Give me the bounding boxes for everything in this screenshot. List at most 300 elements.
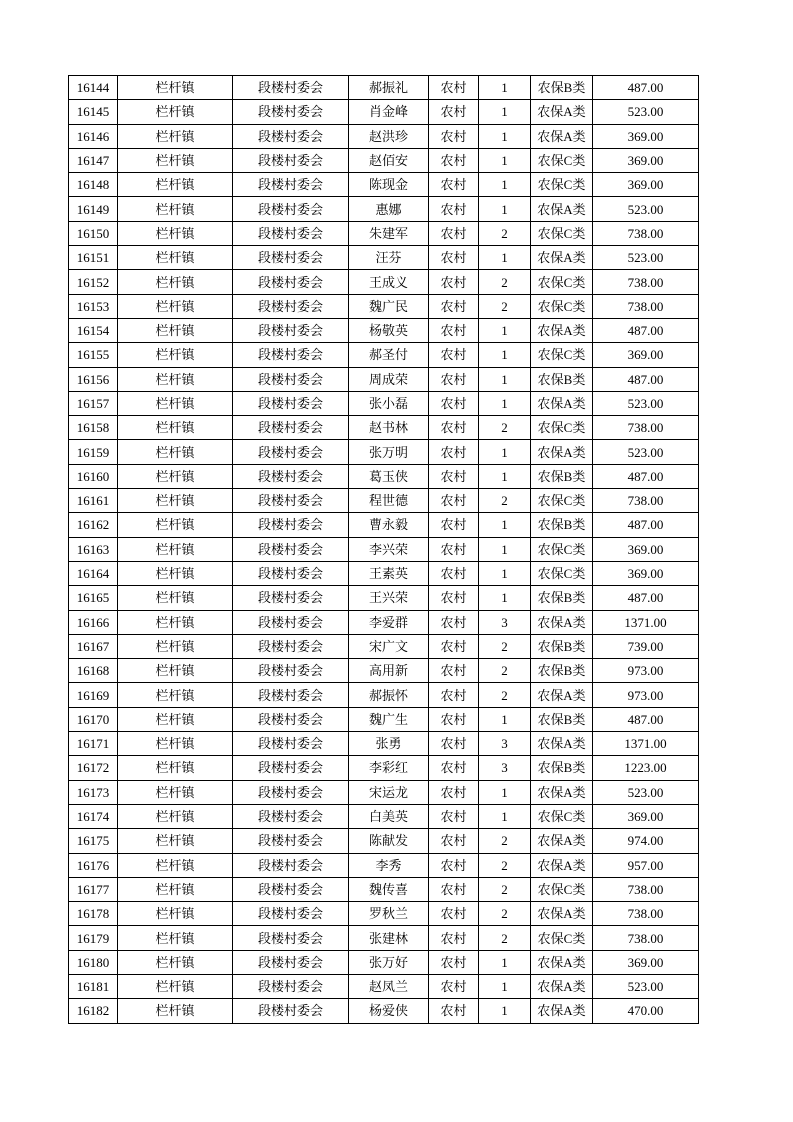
cell-amount: 487.00 xyxy=(593,76,699,100)
cell-town: 栏杆镇 xyxy=(118,440,233,464)
cell-insurance-class: 农保A类 xyxy=(531,391,593,415)
cell-insurance-class: 农保C类 xyxy=(531,561,593,585)
cell-amount: 738.00 xyxy=(593,877,699,901)
cell-insurance-class: 农保C类 xyxy=(531,489,593,513)
cell-person-count: 1 xyxy=(479,343,531,367)
table-row xyxy=(69,391,699,415)
cell-person-name: 赵洪珍 xyxy=(349,124,429,148)
cell-insurance-class: 农保B类 xyxy=(531,756,593,780)
cell-village-committee: 段楼村委会 xyxy=(233,440,349,464)
cell-residence-type: 农村 xyxy=(429,974,479,998)
cell-insurance-class: 农保A类 xyxy=(531,999,593,1023)
cell-town: 栏杆镇 xyxy=(118,100,233,124)
table-row xyxy=(69,974,699,998)
cell-amount: 738.00 xyxy=(593,489,699,513)
cell-residence-type: 农村 xyxy=(429,999,479,1023)
cell-person-name: 张小磊 xyxy=(349,391,429,415)
cell-person-name: 罗秋兰 xyxy=(349,902,429,926)
cell-person-count: 2 xyxy=(479,853,531,877)
cell-residence-type: 农村 xyxy=(429,440,479,464)
cell-village-committee: 段楼村委会 xyxy=(233,853,349,877)
cell-person-name: 张建林 xyxy=(349,926,429,950)
cell-person-name: 肖金峰 xyxy=(349,100,429,124)
cell-seq-number: 16162 xyxy=(69,513,118,537)
cell-person-name: 赵佰安 xyxy=(349,148,429,172)
cell-insurance-class: 农保B类 xyxy=(531,707,593,731)
cell-person-name: 陈献发 xyxy=(349,829,429,853)
table-row xyxy=(69,367,699,391)
cell-seq-number: 16163 xyxy=(69,537,118,561)
cell-insurance-class: 农保A类 xyxy=(531,902,593,926)
cell-person-name: 杨敬英 xyxy=(349,318,429,342)
cell-person-count: 2 xyxy=(479,829,531,853)
cell-village-committee: 段楼村委会 xyxy=(233,999,349,1023)
cell-amount: 487.00 xyxy=(593,586,699,610)
cell-residence-type: 农村 xyxy=(429,829,479,853)
cell-residence-type: 农村 xyxy=(429,707,479,731)
cell-town: 栏杆镇 xyxy=(118,173,233,197)
table-row xyxy=(69,416,699,440)
table-row xyxy=(69,124,699,148)
table-row xyxy=(69,950,699,974)
cell-insurance-class: 农保A类 xyxy=(531,780,593,804)
cell-residence-type: 农村 xyxy=(429,391,479,415)
cell-person-name: 张万好 xyxy=(349,950,429,974)
cell-person-name: 王素英 xyxy=(349,561,429,585)
cell-amount: 369.00 xyxy=(593,537,699,561)
cell-person-name: 李兴荣 xyxy=(349,537,429,561)
cell-village-committee: 段楼村委会 xyxy=(233,343,349,367)
cell-amount: 369.00 xyxy=(593,148,699,172)
cell-town: 栏杆镇 xyxy=(118,804,233,828)
cell-residence-type: 农村 xyxy=(429,173,479,197)
cell-residence-type: 农村 xyxy=(429,148,479,172)
cell-person-count: 1 xyxy=(479,974,531,998)
table-row xyxy=(69,634,699,658)
cell-seq-number: 16167 xyxy=(69,634,118,658)
cell-insurance-class: 农保C类 xyxy=(531,173,593,197)
cell-person-name: 张万明 xyxy=(349,440,429,464)
cell-town: 栏杆镇 xyxy=(118,683,233,707)
cell-village-committee: 段楼村委会 xyxy=(233,537,349,561)
cell-residence-type: 农村 xyxy=(429,877,479,901)
cell-insurance-class: 农保A类 xyxy=(531,100,593,124)
cell-seq-number: 16154 xyxy=(69,318,118,342)
cell-person-count: 2 xyxy=(479,270,531,294)
cell-insurance-class: 农保C类 xyxy=(531,294,593,318)
cell-village-committee: 段楼村委会 xyxy=(233,124,349,148)
cell-person-name: 郝振怀 xyxy=(349,683,429,707)
cell-amount: 1371.00 xyxy=(593,610,699,634)
cell-amount: 470.00 xyxy=(593,999,699,1023)
cell-insurance-class: 农保C类 xyxy=(531,343,593,367)
cell-person-name: 宋广文 xyxy=(349,634,429,658)
cell-town: 栏杆镇 xyxy=(118,391,233,415)
cell-amount: 487.00 xyxy=(593,318,699,342)
cell-insurance-class: 农保C类 xyxy=(531,926,593,950)
cell-residence-type: 农村 xyxy=(429,780,479,804)
cell-town: 栏杆镇 xyxy=(118,610,233,634)
cell-seq-number: 16151 xyxy=(69,246,118,270)
cell-residence-type: 农村 xyxy=(429,902,479,926)
cell-residence-type: 农村 xyxy=(429,659,479,683)
cell-amount: 369.00 xyxy=(593,124,699,148)
cell-amount: 523.00 xyxy=(593,780,699,804)
cell-town: 栏杆镇 xyxy=(118,246,233,270)
cell-person-count: 2 xyxy=(479,659,531,683)
cell-insurance-class: 农保A类 xyxy=(531,974,593,998)
cell-town: 栏杆镇 xyxy=(118,221,233,245)
cell-person-name: 李爱群 xyxy=(349,610,429,634)
table-row xyxy=(69,148,699,172)
cell-residence-type: 农村 xyxy=(429,318,479,342)
cell-village-committee: 段楼村委会 xyxy=(233,732,349,756)
cell-seq-number: 16182 xyxy=(69,999,118,1023)
cell-amount: 369.00 xyxy=(593,561,699,585)
table-row xyxy=(69,100,699,124)
table-row xyxy=(69,489,699,513)
cell-seq-number: 16168 xyxy=(69,659,118,683)
table-row xyxy=(69,610,699,634)
cell-residence-type: 农村 xyxy=(429,464,479,488)
cell-town: 栏杆镇 xyxy=(118,829,233,853)
cell-person-name: 周成荣 xyxy=(349,367,429,391)
cell-town: 栏杆镇 xyxy=(118,367,233,391)
cell-residence-type: 农村 xyxy=(429,756,479,780)
cell-town: 栏杆镇 xyxy=(118,513,233,537)
cell-person-count: 1 xyxy=(479,100,531,124)
cell-amount: 738.00 xyxy=(593,902,699,926)
cell-residence-type: 农村 xyxy=(429,513,479,537)
cell-person-name: 赵书林 xyxy=(349,416,429,440)
cell-amount: 369.00 xyxy=(593,950,699,974)
table-row xyxy=(69,221,699,245)
cell-seq-number: 16158 xyxy=(69,416,118,440)
cell-village-committee: 段楼村委会 xyxy=(233,926,349,950)
cell-person-name: 汪芬 xyxy=(349,246,429,270)
cell-insurance-class: 农保A类 xyxy=(531,440,593,464)
cell-village-committee: 段楼村委会 xyxy=(233,270,349,294)
cell-insurance-class: 农保A类 xyxy=(531,829,593,853)
cell-person-name: 郝振礼 xyxy=(349,76,429,100)
cell-village-committee: 段楼村委会 xyxy=(233,950,349,974)
cell-person-count: 2 xyxy=(479,221,531,245)
cell-town: 栏杆镇 xyxy=(118,586,233,610)
cell-village-committee: 段楼村委会 xyxy=(233,246,349,270)
cell-person-name: 张勇 xyxy=(349,732,429,756)
cell-person-count: 1 xyxy=(479,950,531,974)
cell-person-name: 李彩红 xyxy=(349,756,429,780)
cell-residence-type: 农村 xyxy=(429,732,479,756)
cell-insurance-class: 农保B类 xyxy=(531,367,593,391)
table-row xyxy=(69,561,699,585)
cell-person-name: 葛玉侠 xyxy=(349,464,429,488)
cell-person-count: 1 xyxy=(479,513,531,537)
table-row xyxy=(69,537,699,561)
cell-person-count: 1 xyxy=(479,76,531,100)
cell-town: 栏杆镇 xyxy=(118,853,233,877)
cell-insurance-class: 农保A类 xyxy=(531,950,593,974)
cell-person-name: 宋运龙 xyxy=(349,780,429,804)
cell-insurance-class: 农保B类 xyxy=(531,76,593,100)
cell-village-committee: 段楼村委会 xyxy=(233,318,349,342)
cell-village-committee: 段楼村委会 xyxy=(233,877,349,901)
cell-residence-type: 农村 xyxy=(429,221,479,245)
table-row xyxy=(69,732,699,756)
table-body xyxy=(69,76,699,1024)
cell-insurance-class: 农保A类 xyxy=(531,318,593,342)
cell-town: 栏杆镇 xyxy=(118,877,233,901)
cell-amount: 487.00 xyxy=(593,464,699,488)
cell-amount: 523.00 xyxy=(593,197,699,221)
cell-person-name: 惠娜 xyxy=(349,197,429,221)
cell-person-count: 1 xyxy=(479,124,531,148)
cell-person-count: 1 xyxy=(479,440,531,464)
table-row xyxy=(69,829,699,853)
cell-person-count: 1 xyxy=(479,367,531,391)
table-row xyxy=(69,513,699,537)
cell-village-committee: 段楼村委会 xyxy=(233,100,349,124)
cell-amount: 523.00 xyxy=(593,391,699,415)
cell-residence-type: 农村 xyxy=(429,853,479,877)
cell-town: 栏杆镇 xyxy=(118,318,233,342)
cell-person-name: 高用新 xyxy=(349,659,429,683)
table-row xyxy=(69,877,699,901)
cell-village-committee: 段楼村委会 xyxy=(233,780,349,804)
cell-seq-number: 16161 xyxy=(69,489,118,513)
cell-town: 栏杆镇 xyxy=(118,756,233,780)
cell-amount: 1371.00 xyxy=(593,732,699,756)
cell-residence-type: 农村 xyxy=(429,926,479,950)
cell-village-committee: 段楼村委会 xyxy=(233,974,349,998)
table-row xyxy=(69,343,699,367)
cell-seq-number: 16147 xyxy=(69,148,118,172)
cell-person-count: 1 xyxy=(479,148,531,172)
cell-seq-number: 16152 xyxy=(69,270,118,294)
cell-insurance-class: 农保B类 xyxy=(531,634,593,658)
cell-village-committee: 段楼村委会 xyxy=(233,76,349,100)
table-row xyxy=(69,756,699,780)
table-row xyxy=(69,659,699,683)
table-row xyxy=(69,683,699,707)
cell-residence-type: 农村 xyxy=(429,537,479,561)
cell-insurance-class: 农保C类 xyxy=(531,270,593,294)
cell-residence-type: 农村 xyxy=(429,197,479,221)
cell-amount: 369.00 xyxy=(593,804,699,828)
cell-person-count: 1 xyxy=(479,173,531,197)
cell-town: 栏杆镇 xyxy=(118,537,233,561)
cell-person-count: 2 xyxy=(479,926,531,950)
cell-amount: 1223.00 xyxy=(593,756,699,780)
cell-town: 栏杆镇 xyxy=(118,707,233,731)
cell-town: 栏杆镇 xyxy=(118,561,233,585)
cell-town: 栏杆镇 xyxy=(118,950,233,974)
cell-insurance-class: 农保C类 xyxy=(531,221,593,245)
cell-seq-number: 16153 xyxy=(69,294,118,318)
cell-village-committee: 段楼村委会 xyxy=(233,659,349,683)
cell-seq-number: 16181 xyxy=(69,974,118,998)
cell-person-count: 1 xyxy=(479,537,531,561)
cell-residence-type: 农村 xyxy=(429,343,479,367)
cell-seq-number: 16155 xyxy=(69,343,118,367)
cell-seq-number: 16178 xyxy=(69,902,118,926)
cell-amount: 738.00 xyxy=(593,926,699,950)
cell-seq-number: 16148 xyxy=(69,173,118,197)
cell-village-committee: 段楼村委会 xyxy=(233,634,349,658)
cell-town: 栏杆镇 xyxy=(118,902,233,926)
cell-insurance-class: 农保A类 xyxy=(531,197,593,221)
cell-amount: 523.00 xyxy=(593,246,699,270)
cell-town: 栏杆镇 xyxy=(118,270,233,294)
cell-insurance-class: 农保A类 xyxy=(531,124,593,148)
cell-residence-type: 农村 xyxy=(429,76,479,100)
cell-person-count: 1 xyxy=(479,318,531,342)
cell-residence-type: 农村 xyxy=(429,246,479,270)
cell-town: 栏杆镇 xyxy=(118,926,233,950)
cell-seq-number: 16180 xyxy=(69,950,118,974)
cell-village-committee: 段楼村委会 xyxy=(233,610,349,634)
cell-village-committee: 段楼村委会 xyxy=(233,391,349,415)
cell-town: 栏杆镇 xyxy=(118,732,233,756)
cell-village-committee: 段楼村委会 xyxy=(233,148,349,172)
cell-insurance-class: 农保A类 xyxy=(531,853,593,877)
cell-person-name: 魏传喜 xyxy=(349,877,429,901)
cell-insurance-class: 农保C类 xyxy=(531,148,593,172)
cell-town: 栏杆镇 xyxy=(118,999,233,1023)
cell-seq-number: 16169 xyxy=(69,683,118,707)
cell-seq-number: 16165 xyxy=(69,586,118,610)
cell-residence-type: 农村 xyxy=(429,270,479,294)
cell-village-committee: 段楼村委会 xyxy=(233,221,349,245)
cell-insurance-class: 农保C类 xyxy=(531,804,593,828)
cell-person-name: 王成义 xyxy=(349,270,429,294)
cell-village-committee: 段楼村委会 xyxy=(233,829,349,853)
cell-seq-number: 16157 xyxy=(69,391,118,415)
cell-residence-type: 农村 xyxy=(429,124,479,148)
cell-residence-type: 农村 xyxy=(429,294,479,318)
cell-amount: 523.00 xyxy=(593,974,699,998)
cell-amount: 973.00 xyxy=(593,683,699,707)
table-row xyxy=(69,586,699,610)
table-row xyxy=(69,246,699,270)
cell-seq-number: 16176 xyxy=(69,853,118,877)
cell-residence-type: 农村 xyxy=(429,586,479,610)
cell-person-count: 2 xyxy=(479,877,531,901)
cell-village-committee: 段楼村委会 xyxy=(233,707,349,731)
cell-person-count: 1 xyxy=(479,586,531,610)
table-row xyxy=(69,707,699,731)
cell-seq-number: 16171 xyxy=(69,732,118,756)
cell-town: 栏杆镇 xyxy=(118,294,233,318)
table-row xyxy=(69,780,699,804)
cell-village-committee: 段楼村委会 xyxy=(233,902,349,926)
cell-seq-number: 16173 xyxy=(69,780,118,804)
cell-person-name: 王兴荣 xyxy=(349,586,429,610)
cell-insurance-class: 农保B类 xyxy=(531,513,593,537)
cell-seq-number: 16144 xyxy=(69,76,118,100)
table-row xyxy=(69,318,699,342)
cell-person-count: 3 xyxy=(479,732,531,756)
cell-amount: 523.00 xyxy=(593,100,699,124)
table-row xyxy=(69,173,699,197)
cell-amount: 369.00 xyxy=(593,173,699,197)
cell-amount: 738.00 xyxy=(593,270,699,294)
cell-amount: 523.00 xyxy=(593,440,699,464)
cell-amount: 487.00 xyxy=(593,707,699,731)
cell-town: 栏杆镇 xyxy=(118,197,233,221)
cell-person-name: 曹永毅 xyxy=(349,513,429,537)
table-row xyxy=(69,464,699,488)
cell-village-committee: 段楼村委会 xyxy=(233,756,349,780)
cell-insurance-class: 农保B类 xyxy=(531,659,593,683)
cell-person-count: 1 xyxy=(479,780,531,804)
cell-insurance-class: 农保B类 xyxy=(531,464,593,488)
cell-seq-number: 16166 xyxy=(69,610,118,634)
cell-village-committee: 段楼村委会 xyxy=(233,489,349,513)
table-row xyxy=(69,999,699,1023)
cell-residence-type: 农村 xyxy=(429,561,479,585)
cell-town: 栏杆镇 xyxy=(118,780,233,804)
cell-village-committee: 段楼村委会 xyxy=(233,804,349,828)
cell-seq-number: 16164 xyxy=(69,561,118,585)
cell-person-count: 1 xyxy=(479,804,531,828)
cell-residence-type: 农村 xyxy=(429,634,479,658)
cell-town: 栏杆镇 xyxy=(118,974,233,998)
cell-seq-number: 16174 xyxy=(69,804,118,828)
cell-amount: 738.00 xyxy=(593,221,699,245)
cell-person-name: 赵凤兰 xyxy=(349,974,429,998)
cell-village-committee: 段楼村委会 xyxy=(233,561,349,585)
cell-village-committee: 段楼村委会 xyxy=(233,683,349,707)
cell-insurance-class: 农保A类 xyxy=(531,610,593,634)
cell-amount: 973.00 xyxy=(593,659,699,683)
cell-town: 栏杆镇 xyxy=(118,148,233,172)
cell-village-committee: 段楼村委会 xyxy=(233,197,349,221)
table-row xyxy=(69,804,699,828)
table-row xyxy=(69,197,699,221)
cell-person-count: 1 xyxy=(479,464,531,488)
cell-person-name: 朱建军 xyxy=(349,221,429,245)
cell-seq-number: 16156 xyxy=(69,367,118,391)
cell-person-count: 1 xyxy=(479,197,531,221)
cell-amount: 957.00 xyxy=(593,853,699,877)
cell-seq-number: 16146 xyxy=(69,124,118,148)
cell-residence-type: 农村 xyxy=(429,100,479,124)
cell-town: 栏杆镇 xyxy=(118,124,233,148)
cell-amount: 739.00 xyxy=(593,634,699,658)
table-row xyxy=(69,902,699,926)
cell-amount: 487.00 xyxy=(593,513,699,537)
cell-insurance-class: 农保C类 xyxy=(531,877,593,901)
cell-village-committee: 段楼村委会 xyxy=(233,513,349,537)
cell-person-count: 1 xyxy=(479,391,531,415)
cell-person-name: 魏广民 xyxy=(349,294,429,318)
cell-person-count: 1 xyxy=(479,999,531,1023)
table-row xyxy=(69,76,699,100)
cell-seq-number: 16160 xyxy=(69,464,118,488)
cell-village-committee: 段楼村委会 xyxy=(233,173,349,197)
cell-insurance-class: 农保A类 xyxy=(531,246,593,270)
cell-residence-type: 农村 xyxy=(429,610,479,634)
cell-amount: 487.00 xyxy=(593,367,699,391)
cell-amount: 974.00 xyxy=(593,829,699,853)
cell-person-name: 郝圣付 xyxy=(349,343,429,367)
cell-town: 栏杆镇 xyxy=(118,659,233,683)
cell-residence-type: 农村 xyxy=(429,367,479,391)
cell-insurance-class: 农保C类 xyxy=(531,416,593,440)
cell-seq-number: 16175 xyxy=(69,829,118,853)
benefit-roster-table xyxy=(68,75,699,1024)
